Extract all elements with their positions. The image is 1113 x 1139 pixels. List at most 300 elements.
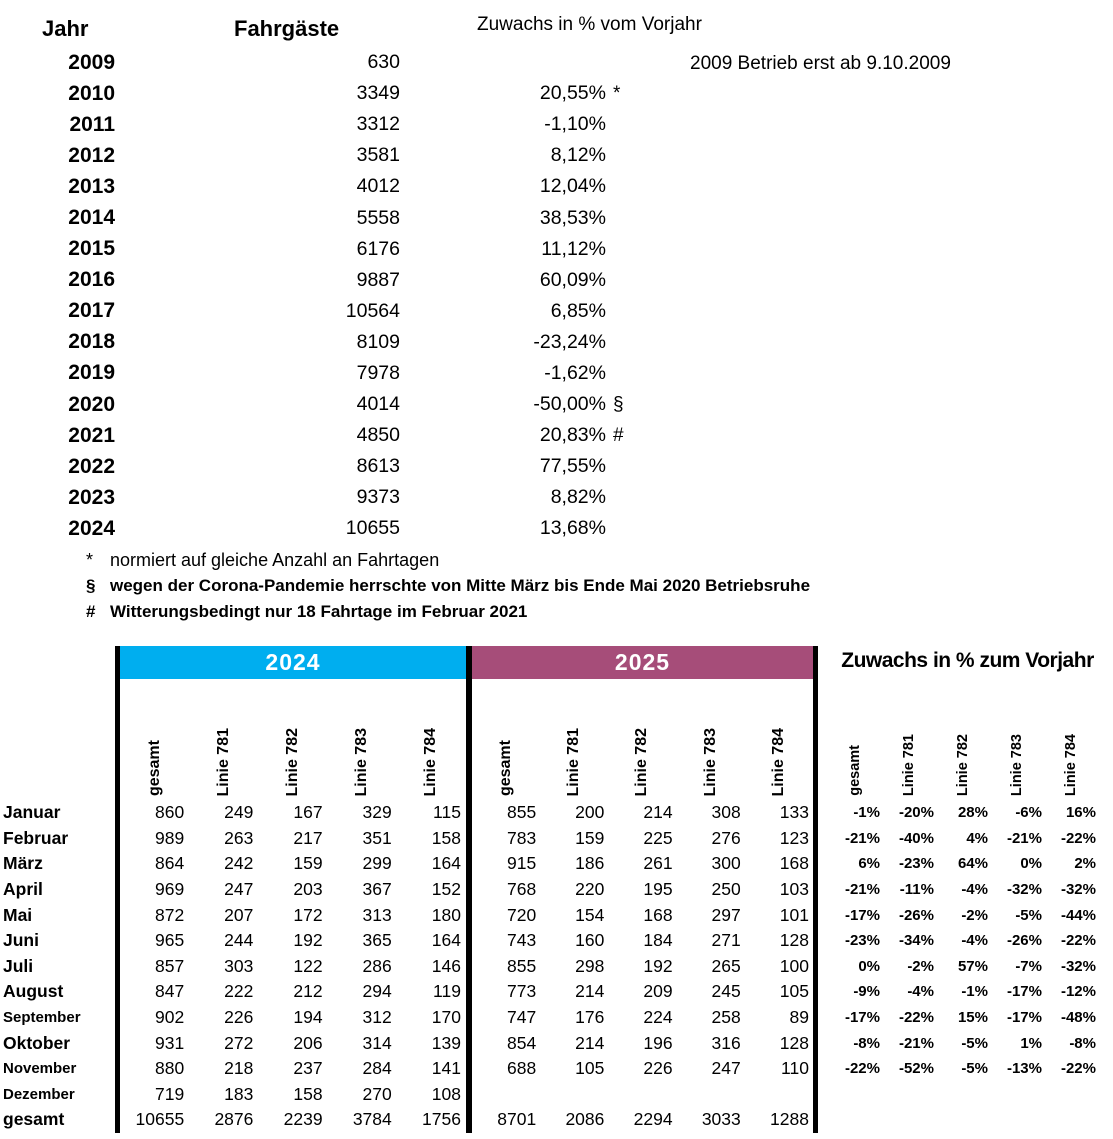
yearly-passengers-value: 6176 (356, 237, 400, 260)
cell-2024: 217 (293, 827, 323, 848)
cell-zuwachs: -21% (1006, 829, 1042, 847)
yearly-growth-value: 6,85% (550, 299, 606, 322)
cell-zuwachs: -32% (1060, 881, 1096, 899)
column-header-label: Linie 783 (701, 727, 719, 796)
month-label: Dezember (3, 1085, 75, 1103)
yearly-year-value: 2016 (68, 268, 115, 292)
table-row (472, 928, 813, 954)
yearly-row (0, 140, 653, 171)
table-row (120, 851, 466, 877)
yearly-year-value: 2015 (68, 237, 115, 261)
footnote-line (86, 547, 810, 573)
cell-2024: 286 (362, 955, 392, 976)
cell-zuwachs: -21% (844, 881, 880, 899)
cell-2025: 100 (779, 955, 809, 976)
cell-2024: 164 (431, 853, 461, 874)
yearly-growth-value: -1,62% (544, 361, 606, 384)
table-row (120, 877, 466, 903)
cell-zuwachs: -22% (1060, 829, 1096, 847)
month-label: Januar (3, 802, 61, 823)
cell-2024: 3784 (352, 1109, 392, 1130)
cell-2025: 168 (779, 853, 809, 874)
yearly-passengers-value: 630 (367, 51, 400, 74)
yearly-passengers-value: 10564 (345, 299, 400, 322)
cell-zuwachs: -1% (853, 804, 880, 822)
cell-2025: 225 (643, 827, 673, 848)
column-header-2024 (120, 682, 189, 796)
cell-2025: 2294 (633, 1109, 673, 1130)
column-header-zuwachs (936, 690, 990, 796)
yearly-passengers-value: 3312 (356, 113, 400, 136)
cell-2025: 195 (643, 879, 673, 900)
cell-zuwachs: -21% (898, 1034, 934, 1052)
cell-2024: 152 (431, 879, 461, 900)
footnote-line (86, 573, 810, 599)
yearly-header-zuwachs: Zuwachs in % vom Vorjahr (477, 14, 702, 35)
month-label: Mai (3, 904, 33, 925)
gesamt-label: gesamt (3, 1109, 65, 1130)
table-row (828, 1056, 1098, 1082)
column-header-2025 (472, 682, 540, 796)
column-header-label: Linie 781 (901, 733, 917, 796)
column-header-label: gesamt (847, 745, 863, 796)
band-2025: 2025 (472, 646, 813, 679)
yearly-row (0, 109, 653, 140)
cell-zuwachs: -17% (844, 1009, 880, 1027)
table-row (120, 1082, 466, 1108)
cell-zuwachs: -17% (1006, 1009, 1042, 1027)
yearly-passengers-value: 4012 (356, 175, 400, 198)
cell-zuwachs: -23% (898, 855, 934, 873)
column-header-label: Linie 782 (955, 733, 971, 796)
yearly-year-value: 2021 (68, 423, 115, 447)
cell-2025: 214 (575, 1032, 605, 1053)
yearly-growth-value: -23,24% (533, 330, 606, 353)
table-row (120, 1030, 466, 1056)
cell-zuwachs: -17% (844, 906, 880, 924)
yearly-growth-value: 38,53% (539, 206, 606, 229)
column-header-2024 (328, 682, 397, 796)
cell-2024: 351 (362, 827, 392, 848)
cell-2024: 212 (293, 981, 323, 1002)
cell-2025: 265 (711, 955, 741, 976)
cell-zuwachs: -1% (961, 983, 988, 1001)
cell-2025: 192 (643, 955, 673, 976)
cell-2024: 158 (293, 1083, 323, 1104)
column-header-label: Linie 784 (1063, 733, 1079, 796)
cell-2024: 249 (224, 802, 254, 823)
cell-2024: 880 (154, 1058, 185, 1079)
cell-2025: 854 (506, 1032, 537, 1053)
cell-zuwachs: 0% (858, 957, 880, 975)
cell-2024: 218 (224, 1058, 254, 1079)
yearly-growth-value: 11,12% (541, 237, 606, 260)
table-row (120, 954, 466, 980)
column-header-label: Linie 783 (353, 727, 371, 796)
column-header-zuwachs (1044, 690, 1098, 796)
table-row (828, 877, 1098, 903)
cell-zuwachs: -48% (1060, 1009, 1096, 1027)
table-row (828, 1030, 1098, 1056)
cell-2025: 226 (643, 1058, 673, 1079)
column-header-zuwachs (990, 690, 1044, 796)
cell-2024: 244 (224, 930, 254, 951)
yearly-growth-value: 8,12% (550, 144, 606, 167)
cell-2025: 1288 (770, 1109, 809, 1130)
cell-2024: 284 (362, 1058, 392, 1079)
cell-2024: 207 (224, 904, 254, 925)
yearly-row (0, 202, 653, 233)
cell-2024: 10655 (135, 1109, 185, 1130)
cell-2024: 203 (293, 879, 323, 900)
cell-2024: 170 (431, 1007, 461, 1028)
month-label-row (3, 800, 115, 826)
table-row (472, 954, 813, 980)
cell-2025: 271 (711, 930, 741, 951)
cell-2024: 365 (362, 930, 392, 951)
cell-2025: 101 (779, 904, 809, 925)
column-header-label: gesamt (497, 739, 515, 796)
month-label-row (3, 826, 115, 852)
month-label: Juli (3, 955, 34, 976)
cell-zuwachs: -5% (961, 1034, 988, 1052)
cell-zuwachs: -22% (1060, 1060, 1096, 1078)
cell-2025: 159 (575, 827, 605, 848)
cell-2024: 931 (154, 1032, 185, 1053)
yearly-header-fahrgaeste: Fahrgäste (234, 16, 340, 41)
footnote-symbol: # (613, 424, 624, 446)
yearly-header-jahr: Jahr (42, 16, 89, 41)
cell-2024: 272 (224, 1032, 254, 1053)
cell-2025: 128 (779, 930, 809, 951)
yearly-row (0, 265, 653, 296)
column-header-label: Linie 782 (283, 727, 301, 796)
table-row (472, 800, 813, 826)
column-header-2024 (258, 682, 327, 796)
footnote-text: Witterungsbedingt nur 18 Fahrtage im Februar 2021 (110, 602, 528, 621)
yearly-passengers-value: 5558 (356, 206, 400, 229)
table-row (828, 902, 1098, 928)
cell-2024: 222 (224, 981, 254, 1002)
cell-2025: 128 (779, 1032, 809, 1053)
yearly-year-value: 2019 (68, 361, 115, 385)
yearly-row (0, 47, 653, 78)
column-header-label: Linie 781 (214, 727, 232, 796)
column-header-2024 (189, 682, 258, 796)
grid-zuwachs (828, 800, 1098, 1082)
cell-2024: 314 (362, 1032, 392, 1053)
table-row (828, 800, 1098, 826)
yearly-year-value: 2020 (68, 392, 115, 416)
cell-2025: 123 (779, 827, 809, 848)
cell-2024: 247 (224, 879, 254, 900)
yearly-growth-value: 20,83% (539, 424, 606, 447)
yearly-year-value: 2024 (68, 516, 115, 540)
cell-zuwachs: -17% (1006, 983, 1042, 1001)
cell-2024: 860 (154, 802, 185, 823)
month-label: August (3, 981, 64, 1002)
cell-2024: 119 (433, 981, 461, 1002)
gesamt-label-row (3, 1107, 115, 1133)
footnote-line (86, 599, 810, 625)
month-label-row (3, 851, 115, 877)
table-row (828, 826, 1098, 852)
cell-zuwachs: -2% (907, 957, 934, 975)
cell-zuwachs: -23% (844, 932, 880, 950)
column-header-zuwachs (828, 690, 882, 796)
table-row (828, 1005, 1098, 1031)
cell-2024: 167 (293, 802, 323, 823)
table-row (472, 1107, 813, 1133)
table-row (828, 979, 1098, 1005)
cell-2024: 864 (154, 853, 185, 874)
cell-2025: 154 (575, 904, 605, 925)
cell-2025: 276 (711, 827, 741, 848)
footnote-text: wegen der Corona-Pandemie herrschte von Mitte März bis Ende Mai 2020 Betriebsruhe (110, 576, 811, 595)
month-label-row (3, 1030, 115, 1056)
note-2009: 2009 Betrieb erst ab 9.10.2009 (690, 53, 951, 74)
table-row (472, 851, 813, 877)
column-headers-zuwachs (828, 690, 1098, 796)
cell-2024: 242 (224, 853, 254, 874)
yearly-row (0, 420, 653, 451)
grid-2024 (120, 800, 466, 1133)
yearly-row (0, 451, 653, 482)
cell-zuwachs: -4% (907, 983, 934, 1001)
cell-zuwachs: -22% (898, 1009, 934, 1027)
cell-zuwachs: -11% (899, 881, 934, 899)
yearly-year-value: 2010 (68, 81, 115, 105)
footnote-symbol: * (613, 82, 621, 104)
column-header-2025 (677, 682, 745, 796)
cell-zuwachs: 28% (957, 804, 988, 822)
cell-zuwachs: -8% (1069, 1034, 1096, 1052)
yearly-year-value: 2013 (68, 174, 115, 198)
yearly-passengers-value: 3349 (356, 82, 400, 105)
cell-zuwachs: -12% (1060, 983, 1096, 1001)
cell-2025: 297 (711, 904, 741, 925)
month-label: September (3, 1009, 81, 1027)
yearly-growth-value: 12,04% (539, 175, 606, 198)
cell-2024: 329 (362, 802, 392, 823)
cell-zuwachs: -22% (1060, 932, 1096, 950)
month-label: März (3, 853, 43, 874)
month-label-row (3, 902, 115, 928)
cell-2024: 263 (224, 827, 254, 848)
cell-2025: 298 (575, 955, 605, 976)
month-labels (3, 800, 115, 1133)
cell-zuwachs: 0% (1020, 855, 1042, 873)
cell-2025: 720 (506, 904, 537, 925)
table-row (120, 1005, 466, 1031)
cell-2025: 200 (575, 802, 605, 823)
footnote-symbol: * (86, 549, 94, 570)
table-row (120, 979, 466, 1005)
yearly-row (0, 513, 653, 544)
cell-2024: 1756 (422, 1109, 461, 1130)
table-row (472, 826, 813, 852)
cell-zuwachs: -32% (1006, 881, 1042, 899)
cell-2024: 164 (431, 930, 461, 951)
cell-2024: 192 (293, 930, 323, 951)
cell-2024: 2876 (214, 1109, 254, 1130)
yearly-growth-value: 20,55% (539, 82, 606, 105)
column-header-label: gesamt (145, 739, 163, 796)
cell-zuwachs: 1% (1020, 1034, 1042, 1052)
cell-2024: 159 (293, 853, 323, 874)
cell-2025: 220 (575, 879, 605, 900)
cell-2025: 2086 (565, 1109, 605, 1130)
cell-2024: 183 (224, 1083, 254, 1104)
table-row (472, 979, 813, 1005)
cell-2025: 308 (711, 802, 741, 823)
cell-zuwachs: 4% (966, 829, 988, 847)
cell-zuwachs: -4% (961, 932, 988, 950)
yearly-passengers-value: 7978 (356, 361, 400, 384)
footnote-symbol: # (86, 602, 96, 621)
cell-zuwachs: -5% (1015, 906, 1042, 924)
cell-2024: 969 (154, 879, 185, 900)
cell-2024: 989 (154, 827, 185, 848)
month-label-row (3, 979, 115, 1005)
cell-2024: 139 (431, 1032, 461, 1053)
yearly-row (0, 482, 653, 513)
cell-zuwachs: 57% (957, 957, 988, 975)
cell-2025: 688 (506, 1058, 537, 1079)
table-row (120, 800, 466, 826)
cell-2024: 303 (224, 955, 254, 976)
grid-2025 (472, 800, 813, 1133)
table-border-right (813, 646, 818, 1133)
cell-2024: 141 (431, 1058, 461, 1079)
column-header-2024 (397, 682, 466, 796)
cell-2024: 180 (431, 904, 461, 925)
cell-2024: 719 (154, 1083, 185, 1104)
yearly-year-value: 2012 (68, 143, 115, 167)
cell-2024: 115 (433, 802, 461, 823)
cell-zuwachs: -2% (961, 906, 988, 924)
cell-2025: 316 (711, 1032, 741, 1053)
cell-2024: 857 (154, 955, 185, 976)
cell-2025: 855 (506, 955, 537, 976)
yearly-passengers-value: 9373 (356, 486, 400, 509)
table-row (828, 928, 1098, 954)
yearly-year-value: 2009 (68, 50, 115, 74)
table-row (120, 1107, 466, 1133)
cell-2025: 133 (779, 802, 809, 823)
cell-2024: 312 (362, 1007, 392, 1028)
cell-2024: 313 (362, 904, 392, 925)
cell-2025: 89 (789, 1007, 809, 1028)
cell-zuwachs: -9% (853, 983, 880, 1001)
table-row (120, 902, 466, 928)
yearly-growth-value: 13,68% (539, 517, 606, 540)
cell-2024: 965 (154, 930, 185, 951)
cell-2024: 172 (293, 904, 323, 925)
cell-2025: 184 (643, 930, 673, 951)
column-header-2025 (540, 682, 608, 796)
cell-2024: 158 (431, 827, 461, 848)
cell-zuwachs: 16% (1065, 804, 1096, 822)
table-row (828, 954, 1098, 980)
yearly-passengers-value: 10655 (345, 517, 400, 540)
yearly-passengers-value: 8109 (356, 330, 400, 353)
yearly-row (0, 78, 653, 109)
cell-2024: 194 (293, 1007, 323, 1028)
cell-2025: 8701 (497, 1109, 537, 1130)
month-label: Juni (3, 930, 39, 951)
yearly-row (0, 296, 653, 327)
cell-2025: 105 (779, 981, 809, 1002)
yearly-year-value: 2023 (68, 485, 115, 509)
band-2024: 2024 (120, 646, 466, 679)
yearly-table (0, 47, 653, 545)
cell-zuwachs: -13% (1006, 1060, 1042, 1078)
yearly-growth-value: 8,82% (550, 486, 606, 509)
yearly-row (0, 171, 653, 202)
cell-zuwachs: -34% (898, 932, 934, 950)
cell-2024: 872 (154, 904, 185, 925)
cell-2024: 226 (224, 1007, 254, 1028)
table-row (472, 902, 813, 928)
cell-zuwachs: -6% (1015, 804, 1042, 822)
yearly-growth-value: 77,55% (539, 455, 606, 478)
column-header-label: Linie 784 (769, 727, 787, 796)
cell-2025: 160 (575, 930, 605, 951)
month-label-row (3, 877, 115, 903)
cell-2024: 847 (154, 981, 185, 1002)
yearly-passengers-value: 8613 (356, 455, 400, 478)
cell-zuwachs: -52% (898, 1060, 934, 1078)
cell-2025: 176 (575, 1007, 605, 1028)
cell-zuwachs: -20% (898, 804, 934, 822)
cell-2024: 108 (431, 1083, 461, 1104)
cell-2025: 747 (506, 1007, 537, 1028)
table-row (472, 1082, 813, 1108)
cell-2025: 196 (643, 1032, 673, 1053)
month-label-row (3, 1005, 115, 1031)
cell-2024: 902 (154, 1007, 185, 1028)
yearly-year-value: 2018 (68, 330, 115, 354)
cell-zuwachs: -26% (1006, 932, 1042, 950)
column-header-label: Linie 782 (633, 727, 651, 796)
cell-2025: 768 (506, 879, 537, 900)
yearly-row (0, 327, 653, 358)
table-row (472, 1005, 813, 1031)
column-header-2025 (745, 682, 813, 796)
month-label: Oktober (3, 1032, 71, 1053)
column-headers-2025 (472, 682, 813, 796)
cell-2025: 855 (506, 802, 537, 823)
cell-zuwachs: -40% (898, 829, 934, 847)
table-row (120, 1056, 466, 1082)
cell-2024: 2239 (283, 1109, 323, 1130)
yearly-year-value: 2011 (69, 112, 115, 136)
yearly-passengers-value: 4014 (356, 393, 400, 416)
yearly-row (0, 234, 653, 265)
cell-zuwachs: -7% (1015, 957, 1042, 975)
column-header-label: Linie 781 (565, 727, 583, 796)
cell-2025: 214 (575, 981, 605, 1002)
yearly-growth-value: -1,10% (544, 113, 606, 136)
yearly-year-value: 2014 (68, 206, 115, 230)
yearly-passengers-value: 3581 (356, 144, 400, 167)
cell-zuwachs: 64% (957, 855, 988, 873)
yearly-row (0, 358, 653, 389)
cell-2025: 209 (643, 981, 673, 1002)
footnote-symbol: § (613, 393, 624, 415)
cell-zuwachs: 2% (1074, 855, 1096, 873)
